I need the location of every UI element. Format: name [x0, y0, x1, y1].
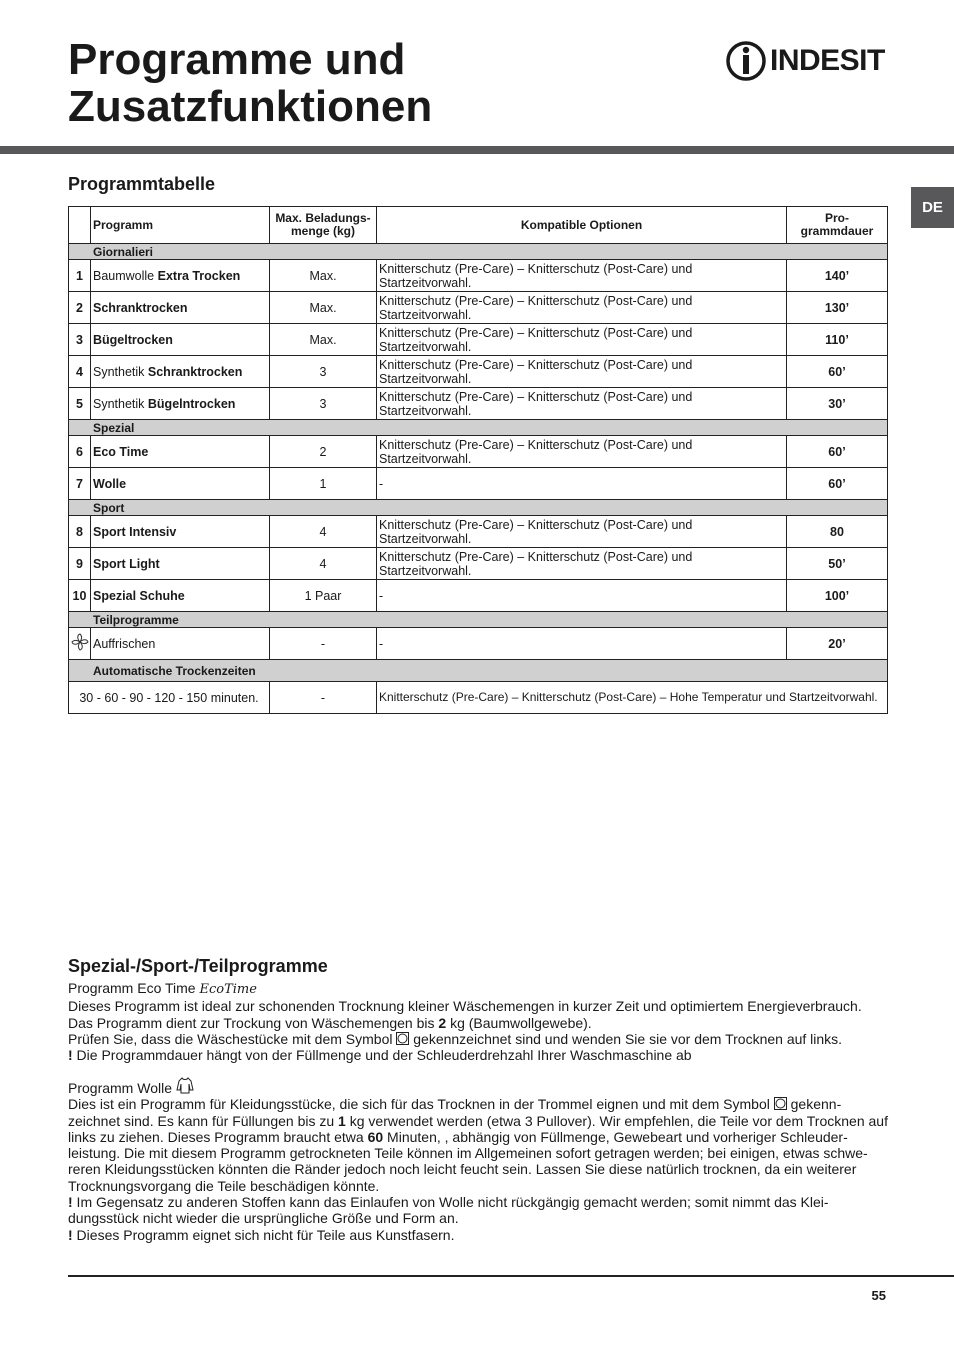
- row-name-prefix: Synthetik: [93, 396, 148, 411]
- row-name: [91, 260, 270, 292]
- row-duration: 50’: [787, 548, 888, 580]
- row-icon-cell: [69, 628, 91, 660]
- table-row: [69, 388, 888, 420]
- row-options: -: [377, 628, 787, 660]
- header-num: [69, 207, 91, 244]
- table-row: [69, 628, 888, 660]
- table-row: [69, 436, 888, 468]
- wolle-text-a: Dies ist ein Programm für Kleidungsstücke, die sich für das Trocknen in der Trommel eignen und mit dem Symbol: [68, 1096, 774, 1113]
- tumble-dry-icon: [774, 1097, 787, 1110]
- row-number: 5: [69, 388, 91, 420]
- footer-rule: [68, 1275, 954, 1277]
- row-options: Knitterschutz (Pre-Care) – Knitterschutz (Post-Care) und Startzeitvorwahl.: [377, 388, 787, 420]
- table-row: [69, 580, 888, 612]
- row-options: Knitterschutz (Pre-Care) – Knitterschutz (Post-Care) und Startzeitvorwahl.: [377, 436, 787, 468]
- program-table: [68, 206, 888, 714]
- row-name-main: Eco Time: [93, 444, 149, 459]
- header-programm: Programm: [91, 207, 270, 244]
- row-name-main: Sport Intensiv: [93, 524, 177, 539]
- group-row: [69, 244, 888, 260]
- eco-time-logo-icon: EcoTime: [199, 982, 257, 997]
- table-row: [69, 468, 888, 500]
- row-number: 8: [69, 516, 91, 548]
- row-duration: 100’: [787, 580, 888, 612]
- wolle-text-d: Minuten, , abhängig von Füllmenge, Gewebeart und vorheriger Schleuder-leistung. Die mit diesem Programm getrockneten Teile können im Allgemeinen sofort getragen werden; bei einigen, etwas schwe-reren Kleidungsstücken könnten die Ränder jedoch noch leicht feucht sein. Lassen Sie diese natürlich trocknen, da ein weiterer Trocknungsvorgang die Teile beschädigen könnte.: [68, 1128, 868, 1194]
- brand-name: INDESIT: [770, 44, 885, 77]
- group-row: [69, 420, 888, 436]
- row-options: Knitterschutz (Pre-Care) – Knitterschutz (Post-Care) und Startzeitvorwahl.: [377, 356, 787, 388]
- row-duration: 140’: [787, 260, 888, 292]
- row-name-main: Schranktrocken: [93, 300, 188, 315]
- title-line-1: Programme und: [68, 35, 406, 84]
- special-section-title: Spezial-/Sport-/Teilprogramme: [68, 956, 328, 976]
- row-number: 3: [69, 324, 91, 356]
- row-name-main: Bügelntrocken: [147, 396, 236, 411]
- indesit-i-icon: [726, 39, 766, 83]
- group-row: [69, 660, 888, 682]
- row-name-main: Bügeltrocken: [93, 332, 173, 347]
- eco-warning-text: Die Programmdauer hängt von der Füllmenge und der Schleuderdrehzahl Ihrer Waschmaschine ab: [72, 1047, 692, 1064]
- row-load: Max.: [270, 260, 377, 292]
- header-beladung: Max. Beladungs-menge (kg): [270, 207, 377, 244]
- eco-p1-bold: 2: [438, 1014, 447, 1031]
- eco-p2-text-end: gekennzeichnet sind und wenden Sie sie vor dem Trocknen auf links.: [409, 1030, 843, 1047]
- fan-icon: [71, 633, 89, 651]
- row-name-main: Extra Trocken: [157, 268, 241, 283]
- table-row: [69, 260, 888, 292]
- row-duration: 110’: [787, 324, 888, 356]
- eco-heading-text: Programm Eco Time: [68, 980, 200, 996]
- row-number: 10: [69, 580, 91, 612]
- wolle-warning-1-text: Im Gegensatz zu anderen Stoffen kann das Einlaufen von Wolle nicht rückgängig gemacht werden; somit nimmt das Klei-dungsstück nicht wieder die ursprüngliche Größe und Form an.: [68, 1194, 829, 1227]
- group-name: Spezial: [69, 420, 888, 436]
- wolle-heading-text: Programm Wolle: [68, 1080, 176, 1096]
- row-duration: 130’: [787, 292, 888, 324]
- table-row: [69, 548, 888, 580]
- title-line-2: Zusatzfunktionen: [68, 82, 433, 131]
- row-load: 1: [270, 468, 377, 500]
- eco-paragraph-1: [68, 998, 888, 1031]
- group-row: [69, 612, 888, 628]
- row-name-prefix: Synthetik: [93, 364, 148, 379]
- table-header-row: [69, 207, 888, 244]
- row-name: [91, 324, 270, 356]
- eco-paragraph-2: [68, 1031, 888, 1047]
- eco-time-section: [68, 980, 888, 1063]
- auto-times: 30 - 60 - 90 - 120 - 150 minuten.: [69, 682, 270, 714]
- row-name-main: Sport Light: [93, 556, 160, 571]
- wolle-text-c: kg verwendet werden (etwa 3 Pullover). Wir empfehlen, die Teile vor dem Trocknen auf links zu ziehen. Dieses Programm braucht etwa: [68, 1112, 888, 1145]
- tumble-dry-icon: [396, 1032, 409, 1045]
- wolle-warning-2: [68, 1227, 888, 1243]
- header-rule: [0, 146, 954, 154]
- wolle-bold-1: 1: [338, 1112, 346, 1129]
- row-options: -: [377, 580, 787, 612]
- row-number: 9: [69, 548, 91, 580]
- page-title: [68, 36, 432, 130]
- row-load: 2: [270, 436, 377, 468]
- wolle-section: [68, 1076, 888, 1243]
- row-name: [91, 388, 270, 420]
- table-row: [69, 682, 888, 714]
- warning-mark: !: [68, 1047, 73, 1064]
- row-duration: 80: [787, 516, 888, 548]
- eco-warning: [68, 1047, 888, 1063]
- row-options: Knitterschutz (Pre-Care) – Knitterschutz (Post-Care) und Startzeitvorwahl.: [377, 324, 787, 356]
- row-number: 4: [69, 356, 91, 388]
- row-options: Knitterschutz (Pre-Care) – Knitterschutz (Post-Care) und Startzeitvorwahl.: [377, 292, 787, 324]
- row-number: 1: [69, 260, 91, 292]
- row-name: [91, 468, 270, 500]
- row-duration: 60’: [787, 436, 888, 468]
- group-name: Teilprogramme: [69, 612, 888, 628]
- eco-p2-text: Prüfen Sie, dass die Wäschestücke mit dem Symbol: [68, 1030, 397, 1047]
- row-load: 4: [270, 516, 377, 548]
- auto-options: Knitterschutz (Pre-Care) – Knitterschutz (Post-Care) – Hohe Temperatur und Startzeitvorwahl.: [377, 682, 888, 714]
- group-name: Sport: [69, 500, 888, 516]
- header-dauer: Pro-grammdauer: [787, 207, 888, 244]
- row-load: Max.: [270, 292, 377, 324]
- row-duration: 60’: [787, 468, 888, 500]
- warning-mark: !: [68, 1226, 73, 1243]
- row-name: [91, 548, 270, 580]
- eco-p1-text: Dieses Programm ist ideal zur schonenden Trocknung kleiner Wäschemengen in kurzer Zeit und optimiertem Energieverbrauch. Das Programm dient zur Trockung von Wäschemengen bis: [68, 998, 862, 1031]
- page-number: 55: [871, 1288, 886, 1303]
- row-load: -: [270, 628, 377, 660]
- row-duration: 30’: [787, 388, 888, 420]
- row-options: Knitterschutz (Pre-Care) – Knitterschutz (Post-Care) und Startzeitvorwahl.: [377, 548, 787, 580]
- row-number: 2: [69, 292, 91, 324]
- row-options: Knitterschutz (Pre-Care) – Knitterschutz (Post-Care) und Startzeitvorwahl.: [377, 516, 787, 548]
- row-name-main: Wolle: [93, 476, 127, 491]
- wool-sweater-icon: [176, 1076, 194, 1094]
- row-duration: 20’: [787, 628, 888, 660]
- auto-load: -: [270, 682, 377, 714]
- wolle-text-b: gekenn-zeichnet sind. Es kann für Füllungen bis zu: [68, 1096, 842, 1129]
- language-tab: DE: [911, 187, 954, 228]
- wolle-warning-1: [68, 1194, 888, 1227]
- group-row: [69, 500, 888, 516]
- row-name: [91, 580, 270, 612]
- wolle-bold-2: 60: [367, 1128, 384, 1145]
- row-name: [91, 356, 270, 388]
- row-name: Auffrischen: [91, 628, 270, 660]
- row-load: 3: [270, 388, 377, 420]
- row-load: 1 Paar: [270, 580, 377, 612]
- wolle-paragraph: [68, 1096, 888, 1194]
- row-load: 4: [270, 548, 377, 580]
- row-number: 7: [69, 468, 91, 500]
- warning-mark: !: [68, 1194, 73, 1211]
- group-name: Automatische Trockenzeiten: [69, 660, 888, 682]
- header-optionen: Kompatible Optionen: [377, 207, 787, 244]
- group-name: Giornalieri: [69, 244, 888, 260]
- table-row: [69, 292, 888, 324]
- row-name-main: Schranktrocken: [147, 364, 243, 379]
- brand-logo: [726, 38, 888, 84]
- table-row: [69, 516, 888, 548]
- row-options: Knitterschutz (Pre-Care) – Knitterschutz (Post-Care) und Startzeitvorwahl.: [377, 260, 787, 292]
- eco-heading: [68, 980, 888, 998]
- wolle-warning-2-text: Dieses Programm eignet sich nicht für Teile aus Kunstfasern.: [72, 1226, 455, 1243]
- row-name: [91, 292, 270, 324]
- row-name: [91, 516, 270, 548]
- row-name-prefix: Baumwolle: [93, 268, 158, 283]
- row-options: -: [377, 468, 787, 500]
- row-load: Max.: [270, 324, 377, 356]
- program-table-title: Programmtabelle: [68, 174, 216, 194]
- row-duration: 60’: [787, 356, 888, 388]
- wolle-heading: [68, 1076, 888, 1096]
- table-row: [69, 356, 888, 388]
- row-number: 6: [69, 436, 91, 468]
- row-name: [91, 436, 270, 468]
- row-name-main: Spezial Schuhe: [93, 588, 185, 603]
- table-row: [69, 324, 888, 356]
- eco-p1-text-end: kg (Baumwollgewebe).: [446, 1014, 592, 1031]
- row-load: 3: [270, 356, 377, 388]
